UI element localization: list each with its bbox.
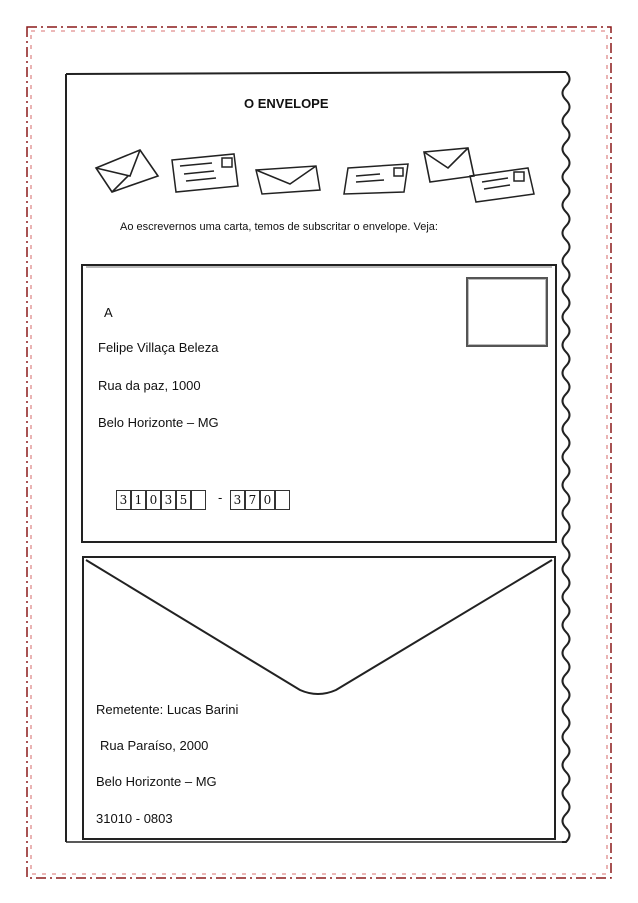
cep-digit: 3: [161, 490, 176, 510]
intro-text: Ao escrevernos uma carta, temos de subscritar o envelope. Veja:: [120, 221, 438, 233]
envelope-icon: [256, 166, 320, 194]
cep-digit: 0: [146, 490, 161, 510]
stamp-placeholder: [466, 277, 548, 347]
sender-city: Belo Horizonte – MG: [96, 774, 217, 789]
sender-cep: 31010 - 0803: [96, 811, 173, 826]
cep-digit-empty: [191, 490, 206, 510]
cep-digit-empty: [275, 490, 290, 510]
sender-name: Remetente: Lucas Barini: [96, 702, 239, 717]
cep-digit: 7: [245, 490, 260, 510]
cep-digit: 5: [176, 490, 191, 510]
cep-digit: 3: [230, 490, 245, 510]
envelope-icon: [96, 150, 158, 192]
recipient-street: Rua da paz, 1000: [98, 378, 201, 393]
stamped-envelope-icon: [172, 154, 238, 192]
cep-digit: 0: [260, 490, 275, 510]
recipient-prefix: A: [104, 305, 113, 320]
cep-separator: -: [218, 490, 223, 505]
page-title: O ENVELOPE: [244, 96, 329, 111]
envelope-icon: [424, 148, 474, 182]
stamped-envelope-icon: [344, 164, 408, 194]
sender-street: Rua Paraíso, 2000: [100, 738, 209, 753]
cep-digit: 3: [116, 490, 131, 510]
envelope-flap: [86, 560, 552, 694]
recipient-name: Felipe Villaça Beleza: [98, 340, 219, 355]
stamped-envelope-icon: [470, 168, 534, 202]
recipient-city: Belo Horizonte – MG: [98, 415, 219, 430]
back-envelope-frame: [83, 557, 555, 839]
cep-digit: 1: [131, 490, 146, 510]
